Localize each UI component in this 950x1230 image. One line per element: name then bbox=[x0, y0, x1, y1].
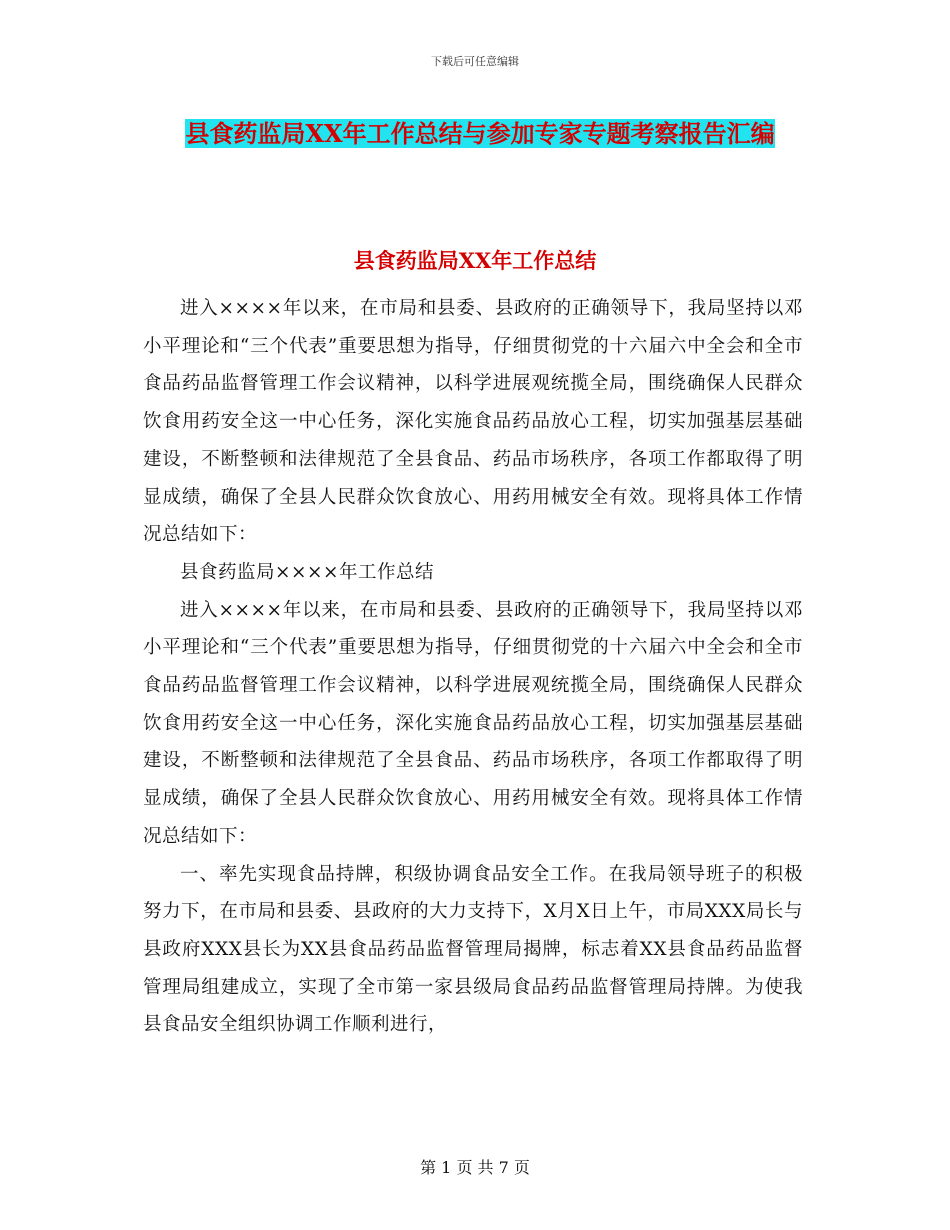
paragraph: 进入××××年以来，在市局和县委、县政府的正确领导下，我局坚持以邓小平理论和“三个代表”重要思想为指导，仔细贯彻党的十六届六中全会和全市食品药品监督管理工作会议精神，以科学进展观统揽全局，围绕确保人民群众饮食用药安全这一中心任务，深化实施食品药品放心工程，切实加强基层基础建设，不断整顿和法律规范了全县食品、药品市场秩序，各项工作都取得了明显成绩，确保了全县人民群众饮食放心、用药用械安全有效。现将具体工作情况总结如下： bbox=[143, 599, 803, 847]
document-title bbox=[140, 112, 820, 156]
paragraph: 县食药监局××××年工作总结 bbox=[180, 561, 435, 583]
document-title-text: 县食药监局XX年工作总结与参加专家专题考察报告汇编 bbox=[185, 119, 775, 148]
document-body bbox=[143, 290, 803, 1044]
page-footer: 第 1 页 共 7 页 bbox=[420, 1158, 530, 1177]
document-subtitle: 县食药监局XX年工作总结 bbox=[353, 248, 597, 273]
paragraph: 进入××××年以来，在市局和县委、县政府的正确领导下，我局坚持以邓小平理论和“三个代表”重要思想为指导，仔细贯彻党的十六届六中全会和全市食品药品监督管理工作会议精神，以科学进展观统揽全局，围绕确保人民群众饮食用药安全这一中心任务，深化实施食品药品放心工程，切实加强基层基础建设，不断整顿和法律规范了全县食品、药品市场秩序，各项工作都取得了明显成绩，确保了全县人民群众饮食放心、用药用械安全有效。现将具体工作情况总结如下： bbox=[143, 298, 803, 546]
paragraph: 一、率先实现食品持牌，积级协调食品安全工作。在我局领导班子的积极努力下，在市局和县委、县政府的大力支持下，X月X日上午，市局XXX局长与县政府XXX县长为XX县食品药品监督管理局揭牌，标志着XX县食品药品监督管理局组建成立，实现了全市第一家县级局食品药品监督管理局持牌。为使我县食品安全组织协调工作顺利进行， bbox=[143, 863, 803, 1036]
header-note: 下载后可任意编辑 bbox=[431, 55, 519, 68]
